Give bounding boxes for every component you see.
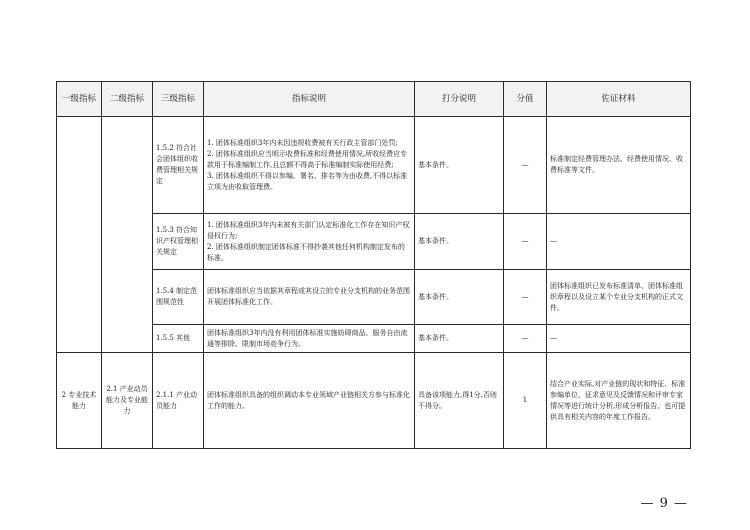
scoring-cell: 具备该项能力,得1分,否则不得分。 (415, 353, 504, 449)
score-cell: — (504, 117, 547, 214)
score-cell: — (504, 325, 547, 353)
description-line: 2. 团体标准组织应当明示收费标准和经费使用情况,所收经费应专款用于标准编制工作,且总额不得高于标准编制实际使用经费; (207, 149, 408, 169)
evidence-cell: 标准制定经费管理办法、经费使用情况、收费标准等文件。 (547, 117, 691, 214)
header-evidence: 佐证材料 (547, 82, 691, 117)
scoring-cell: 基本条件。 (415, 270, 504, 325)
description-cell: 团体标准组织3年内没有利用团体标准实施妨碍商品、服务自由流通等排除、限制市场竞争行为。 (204, 325, 415, 353)
evidence-cell: — (547, 325, 691, 353)
level2-cell (102, 117, 153, 353)
level3-cell: 1.5.4 制定范围规范性 (153, 270, 204, 325)
evidence-cell: — (547, 214, 691, 270)
scoring-cell: 基本条件。 (415, 325, 504, 353)
table-header-row (57, 82, 691, 117)
level3-cell: 2.1.1 产业动员能力 (153, 353, 204, 449)
header-level3: 三级指标 (153, 82, 204, 117)
table-row (57, 353, 691, 449)
evidence-cell: 团体标准组织已发布标准清单、团体标准组织章程以及设立某个专业分支机构的正式文件。 (547, 270, 691, 325)
level2-cell: 2.1 产业动员能力及专业能力 (102, 353, 153, 449)
table-row (57, 214, 691, 270)
level3-cell: 1.5.5 其他 (153, 325, 204, 353)
scoring-cell: 基本条件。 (415, 214, 504, 270)
header-level1: 一级指标 (57, 82, 102, 117)
table-row (57, 117, 691, 214)
score-cell: — (504, 270, 547, 325)
evidence-cell: 结合产业实际,对产业链的现状和特征、标准参编单位、征求意见及反馈情况和评审专家情况等进行统计分析,形成分析报告。也可提供具有相关内容的年度工作报告。 (547, 353, 691, 449)
level1-cell (57, 117, 102, 353)
level1-cell: 2 专业技术能力 (57, 353, 102, 449)
table-row (57, 270, 691, 325)
score-cell: 1 (504, 353, 547, 449)
level3-cell: 1.5.3 符合知识产权管理相关规定 (153, 214, 204, 270)
standards-evaluation-table (56, 81, 691, 449)
header-description: 指标说明 (204, 82, 415, 117)
header-score: 分值 (504, 82, 547, 117)
score-cell: — (504, 214, 547, 270)
description-line: 1. 团体标准组织3年内未因违规收费被有关行政主管部门处罚; (207, 138, 398, 147)
description-line: 3. 团体标准组织不得以参编、署名、排名等为由收费,不得以标准立项为由收取管理费。 (207, 171, 408, 191)
header-scoring: 打分说明 (415, 82, 504, 117)
page-number: — 9 — (640, 496, 688, 511)
description-cell (204, 117, 415, 214)
description-line: 2. 团体标准组织制定团体标准不得抄袭其他任何机构制定发布的标准。 (207, 242, 405, 262)
scoring-cell: 基本条件。 (415, 117, 504, 214)
header-level2: 二级指标 (102, 82, 153, 117)
description-line: 1. 团体标准组织3年内未被有关部门认定标准化工作存在知识产权侵权行为; (207, 220, 410, 240)
description-cell: 团体标准组织具备的组织调动本专业领域产业链相关方参与标准化工作的能力。 (204, 353, 415, 449)
level3-cell: 1.5.2 符合社会团体组织收费管理相关规定 (153, 117, 204, 214)
description-cell (204, 214, 415, 270)
table-row (57, 325, 691, 353)
description-cell: 团体标准组织应当依据其章程或其设立的专业分支机构的业务范围开展团体标准化工作。 (204, 270, 415, 325)
